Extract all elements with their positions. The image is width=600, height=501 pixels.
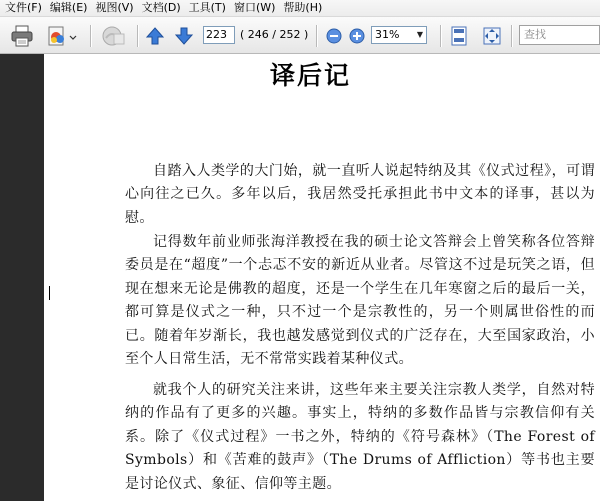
paragraph-1: 自踏入人类学的大门始，就一直听人说起特纳及其《仪式过程》，可谓心向往之已久。多年以后，我居然受托承担此书中文本的译事，甚以为慰。 [125,163,595,226]
zoom-out-button[interactable] [325,27,343,45]
menu-help[interactable]: 帮助(H) [283,1,323,14]
search-input[interactable]: 查找 [519,25,600,45]
zoom-value: 31% [375,28,400,41]
paragraph-2: 记得数年前业师张海洋教授在我的硕士论文答辩会上曾笑称各位答辩委员是在“超度”一个忐忑不安的新近从业者。尽管这不过是玩笑之语，但现在想来无论是佛教的超度，还是一个学生在几年寒窗之后的最后一关，都可算是仪式之一种，只不过一个是宗教性的，另一个则属世俗性的而已。随着年岁渐长，我也越发感觉到仪式的广泛存在，大至国家政治，小至个人日常生活，无不常常实践着某种仪式。 [125,234,595,368]
email-button[interactable] [44,23,78,49]
menu-edit[interactable]: 编辑(E) [49,1,88,14]
arrow-up-icon [145,26,165,46]
menu-bar [0,0,600,17]
menu-view[interactable]: 视图(V) [95,1,134,14]
zoom-select[interactable] [371,26,427,44]
menu-tools[interactable]: 工具(T) [188,1,226,14]
previous-page-button[interactable] [144,25,166,47]
menu-window[interactable]: 窗口(W) [233,1,276,14]
menu-file[interactable]: 文件(F) [5,1,42,14]
fit-page-icon [450,26,468,46]
email-attach-icon [45,24,77,48]
fit-page-button[interactable] [448,25,470,47]
toolbar [0,17,600,54]
menu-document[interactable]: 文档(D) [141,1,181,14]
zoom-in-button[interactable] [348,27,366,45]
paragraph-3: 就我个人的研究关注来讲，这些年来主要关注宗教人类学，自然对特纳的作品有了更多的兴趣。事实上，特纳的多数作品皆与宗教信仰有关系。除了《仪式过程》一书之外，特纳的《符号森林》（The Forest of Symbols）和《苦难的鼓声》（The Drums of Affliction）等书也主要是讨论仪式、象征、信仰等主题。 [125,382,595,492]
page-count: ( 246 / 252 ) [240,28,309,41]
printer-icon [10,25,34,47]
full-screen-button[interactable] [480,24,504,48]
zoom-in-icon [349,28,365,44]
next-page-button[interactable] [173,25,195,47]
print-button[interactable] [8,24,36,48]
zoom-out-icon [326,28,342,44]
arrow-down-icon [174,26,194,46]
collaborate-icon [100,24,128,48]
page-title: 译后记 [270,61,352,90]
text-cursor [49,286,50,300]
page-number-input[interactable]: 223 [203,26,235,44]
expand-icon [481,25,503,47]
navigation-pane [0,54,44,501]
document-page [44,54,600,501]
collaborate-button[interactable] [98,23,130,49]
chevron-down-icon: ▼ [416,30,424,39]
